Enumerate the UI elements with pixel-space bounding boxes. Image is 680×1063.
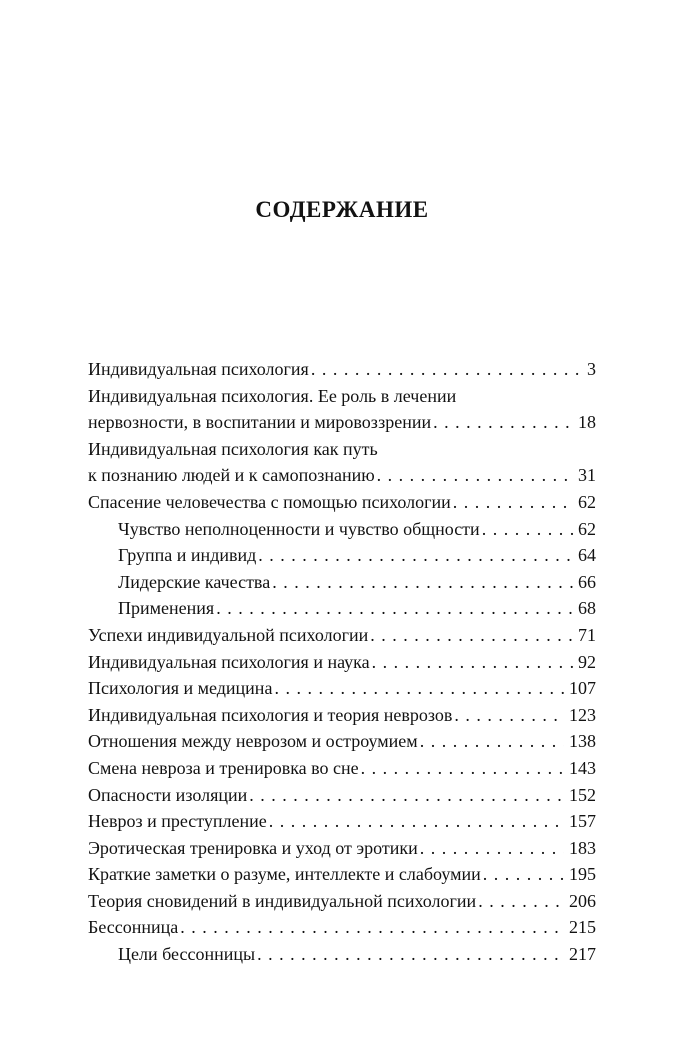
toc-page-number: 62 — [578, 491, 596, 512]
toc-entry-title: Невроз и преступление — [88, 811, 267, 832]
dot-leader — [483, 861, 564, 888]
toc-page-number: 68 — [578, 598, 596, 619]
toc-entry-row — [88, 914, 596, 941]
toc-entry-row — [88, 888, 596, 915]
dot-leader — [454, 702, 564, 729]
toc-entry — [88, 569, 596, 596]
toc-entry-row — [118, 941, 596, 968]
toc-entry — [88, 914, 596, 941]
toc-entry-title: к познанию людей и к самопознанию — [88, 465, 375, 486]
toc-entry-title: Краткие заметки о разуме, интеллекте и слабоумии — [88, 864, 481, 885]
toc-entry — [88, 356, 596, 383]
dot-leader — [216, 595, 573, 622]
toc-entry-row — [118, 542, 596, 569]
toc-entry-title: Применения — [118, 598, 215, 619]
dot-leader — [258, 542, 573, 569]
toc-entry — [88, 383, 596, 436]
dot-leader — [420, 728, 564, 755]
toc-entry — [88, 436, 596, 489]
dot-leader — [370, 622, 573, 649]
toc-page-number: 71 — [578, 624, 596, 645]
toc-entry-row — [118, 569, 596, 596]
toc-entry-row — [88, 622, 596, 649]
toc-entry-row — [88, 861, 596, 888]
toc-page-number: 152 — [569, 784, 596, 805]
toc-page-number: 123 — [569, 704, 596, 725]
toc-entry-title: Отношения между неврозом и остроумием — [88, 731, 418, 752]
dot-leader — [361, 755, 564, 782]
dot-leader — [272, 569, 573, 596]
toc-entry-row — [88, 356, 596, 383]
toc-entry-row — [88, 409, 596, 436]
dot-leader — [420, 835, 564, 862]
toc-page-number: 215 — [569, 917, 596, 938]
toc-entry-title: Смена невроза и тренировка во сне — [88, 757, 359, 778]
toc-page-number: 62 — [578, 518, 596, 539]
toc-entry — [88, 595, 596, 622]
toc-entry-title: Бессонница — [88, 917, 179, 938]
dot-leader — [269, 808, 564, 835]
toc-entry-row — [88, 782, 596, 809]
toc-page-number: 3 — [587, 359, 596, 379]
toc-entry-title: Индивидуальная психология. Ее роль в лечении — [88, 385, 457, 406]
toc-entry — [88, 702, 596, 729]
dot-leader — [377, 462, 573, 489]
toc-entry-continuation — [88, 436, 596, 463]
toc-entry-row — [118, 516, 596, 543]
toc-entry-row — [88, 728, 596, 755]
dot-leader — [482, 516, 573, 543]
toc-entry-row — [88, 808, 596, 835]
toc-entry-title: Индивидуальная психология — [88, 359, 309, 379]
toc-entry-continuation — [88, 383, 596, 410]
toc-entry-title: Теория сновидений в индивидуальной психологии — [88, 890, 477, 911]
toc-entry — [88, 649, 596, 676]
toc-entry-title: Чувство неполноценности и чувство общности — [118, 518, 480, 539]
toc-entry-title: нервозности, в воспитании и мировоззрении — [88, 412, 432, 433]
toc-entry-title: Успехи индивидуальной психологии — [88, 624, 369, 645]
dot-leader — [274, 675, 564, 702]
toc-entry-row — [88, 755, 596, 782]
toc-entry — [88, 888, 596, 915]
toc-entry-title: Психология и медицина — [88, 678, 273, 699]
toc-entry-title: Опасности изоляции — [88, 784, 248, 805]
toc-entry-title: Спасение человечества с помощью психологии — [88, 491, 451, 512]
table-of-contents — [88, 356, 596, 968]
toc-entry-title: Цели бессонницы — [118, 944, 256, 965]
toc-entry — [88, 755, 596, 782]
toc-entry-title: Эротическая тренировка и уход от эротики — [88, 837, 418, 858]
dot-leader — [249, 782, 564, 809]
toc-entry-title: Группа и индивид — [118, 545, 257, 566]
toc-page-number: 217 — [569, 944, 596, 965]
toc-entry-title: Индивидуальная психология и наука — [88, 651, 370, 672]
toc-entry — [88, 941, 596, 968]
toc-entry — [88, 516, 596, 543]
dot-leader — [372, 649, 573, 676]
toc-entry — [88, 835, 596, 862]
toc-entry — [88, 489, 596, 516]
toc-entry — [88, 808, 596, 835]
toc-entry-title: Индивидуальная психология как путь — [88, 438, 378, 459]
dot-leader — [453, 489, 573, 516]
toc-page-number: 157 — [569, 811, 596, 832]
toc-page-number: 66 — [578, 571, 596, 592]
dot-leader — [311, 356, 582, 383]
toc-page-number: 92 — [578, 651, 596, 672]
toc-entry-row — [88, 702, 596, 729]
toc-entry-row — [88, 462, 596, 489]
toc-page-number: 206 — [569, 890, 596, 911]
toc-page-number: 138 — [569, 731, 596, 752]
toc-page-number: 64 — [578, 545, 596, 566]
dot-leader — [478, 888, 564, 915]
toc-entry-row — [88, 675, 596, 702]
toc-page-number: 31 — [578, 465, 596, 486]
toc-entry-row — [118, 595, 596, 622]
toc-page-number: 107 — [569, 678, 596, 699]
toc-entry — [88, 728, 596, 755]
toc-entry — [88, 782, 596, 809]
dot-leader — [433, 409, 573, 436]
toc-entry-title: Лидерские качества — [118, 571, 271, 592]
toc-entry-row — [88, 835, 596, 862]
page-title: СОДЕРЖАНИЕ — [255, 197, 429, 222]
dot-leader — [257, 941, 564, 968]
dot-leader — [180, 914, 564, 941]
toc-entry-title: Индивидуальная психология и теория неврозов — [88, 704, 453, 725]
toc-entry — [88, 675, 596, 702]
toc-entry-row — [88, 489, 596, 516]
toc-entry — [88, 542, 596, 569]
toc-entry — [88, 861, 596, 888]
toc-page-number: 183 — [569, 837, 596, 858]
toc-page-number: 143 — [569, 757, 596, 778]
toc-entry-row — [88, 649, 596, 676]
toc-entry — [88, 622, 596, 649]
toc-page-number: 195 — [569, 864, 596, 885]
toc-page-number: 18 — [578, 412, 596, 433]
